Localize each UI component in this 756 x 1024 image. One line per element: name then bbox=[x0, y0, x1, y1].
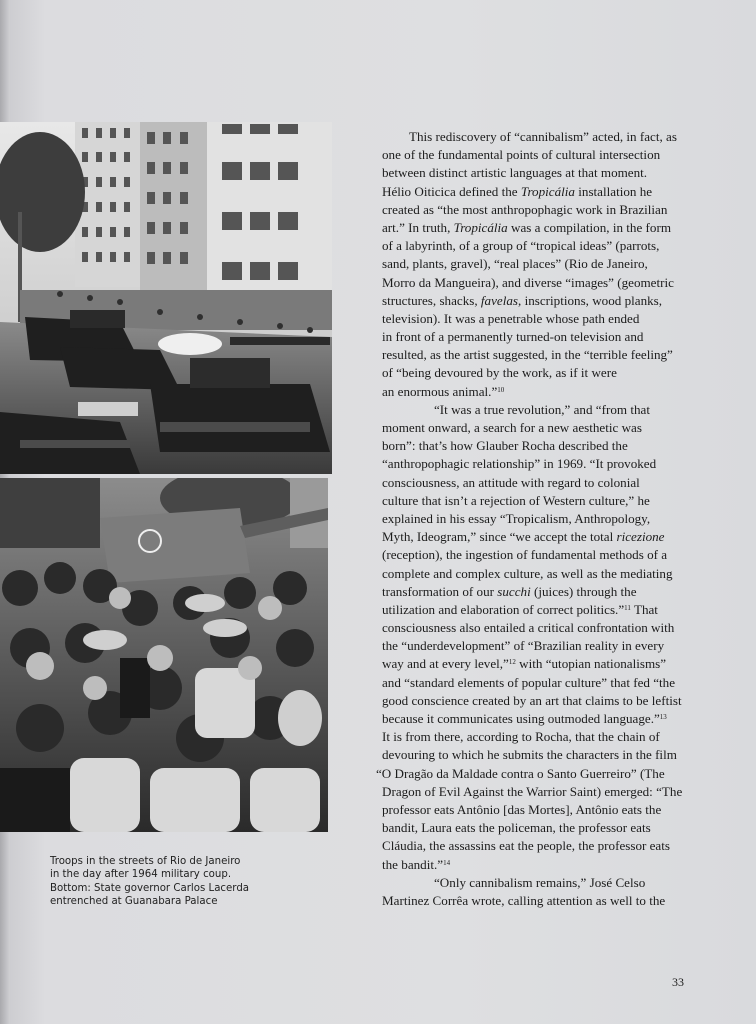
body-text-column bbox=[376, 128, 712, 910]
body-line: (reception), the ingestion of fundamental methods of a bbox=[382, 547, 668, 563]
body-line: resulted, as the artist suggested, in the “terrible feeling” bbox=[382, 347, 673, 363]
caption-line: entrenched at Guanabara Palace bbox=[50, 896, 218, 908]
body-line: in front of a permanently turned-on television and bbox=[382, 329, 644, 345]
body-line: It is from there, according to Rocha, that the chain of bbox=[382, 729, 660, 745]
body-line: Martinez Corrêa wrote, calling attention as well to the bbox=[382, 892, 666, 908]
caption-line: in the day after 1964 military coup. bbox=[50, 869, 232, 881]
body-line: of “being devoured by the work, as if it were bbox=[382, 365, 617, 381]
body-line: an enormous animal.”$^{10}$ bbox=[382, 383, 505, 399]
body-line: art.” In truth, Tropicália was a compilation, in the form bbox=[382, 219, 672, 235]
body-line: the bandit.”$^{14}$ bbox=[382, 856, 451, 872]
body-line: “O Dragão da Maldade contra o Santo Guerreiro” (The bbox=[376, 765, 665, 781]
body-line: bandit, Laura eats the policeman, the professor eats bbox=[382, 820, 651, 836]
photo-tanks-street-image bbox=[0, 122, 332, 474]
body-line: television). It was a penetrable whose path ended bbox=[382, 310, 640, 326]
photo-caption bbox=[50, 855, 250, 909]
body-line: sand, plants, gravel), “real places” (Rio de Janeiro, bbox=[382, 256, 648, 272]
body-line: “Only cannibalism remains,” José Celso bbox=[434, 874, 646, 890]
body-line: and “standard elements of popular culture” that fed “the bbox=[382, 674, 676, 690]
caption-line: Troops in the streets of Rio de Janeiro bbox=[50, 856, 241, 867]
body-line: “It was a true revolution,” and “from that bbox=[434, 401, 650, 417]
body-line: moment onward, a search for a new aesthetic was bbox=[382, 420, 642, 435]
body-line: because it communicates using outmoded language.”$^{13}$ bbox=[382, 711, 667, 726]
body-line: culture that isn’t a rejection of Western culture,” he bbox=[382, 492, 650, 508]
body-line: explained in his essay “Tropicalism, Anthropology, bbox=[382, 510, 651, 526]
body-line: the “underdevelopment” of “Brazilian reality in every bbox=[382, 638, 665, 654]
body-line: of a labyrinth, of a group of “tropical ideas” (parrots, bbox=[382, 238, 660, 254]
body-line: one of the fundamental points of cultural intersection bbox=[382, 147, 661, 163]
body-line: complete and complex culture, as well as the mediating bbox=[382, 565, 673, 581]
body-line: created as “the most anthropophagic work in Brazilian bbox=[382, 201, 668, 217]
body-line: consciousness, an attitude with regard to colonial bbox=[382, 474, 640, 490]
photo-tanks-street bbox=[0, 122, 332, 474]
body-line: Cláudia, the assassins eat the people, the professor eats bbox=[382, 838, 670, 854]
page-number: 33 bbox=[672, 975, 684, 989]
photo-guanabara-palace bbox=[0, 478, 328, 832]
body-line: utilization and elaboration of correct politics.”$^{11}$ That bbox=[382, 601, 658, 617]
caption-line: Bottom: State governor Carlos Lacerda bbox=[50, 882, 250, 894]
body-line: way and at every level,”$^{12}$ with “utopian nationalisms” bbox=[382, 656, 667, 672]
body-line: This rediscovery of “cannibalism” acted, in fact, as bbox=[409, 129, 677, 144]
body-line: between distinct artistic languages at that moment. bbox=[382, 165, 648, 181]
body-line: professor eats Antônio [das Mortes], Antônio eats the bbox=[382, 801, 662, 817]
body-line: born”: that’s how Glauber Rocha described the bbox=[382, 438, 628, 454]
photo-guanabara-palace-image bbox=[0, 478, 328, 832]
body-line: structures, shacks, favelas, inscriptions, wood planks, bbox=[382, 292, 663, 308]
body-line: good conscience created by an art that claims to be leftist bbox=[382, 692, 682, 708]
body-line: consciousness also entailed a critical confrontation with bbox=[382, 620, 675, 636]
body-line: Hélio Oiticica defined the Tropicália installation he bbox=[382, 183, 653, 199]
body-line: Dragon of Evil Against the Warrior Saint) emerged: “The bbox=[382, 783, 683, 799]
body-line: devouring to which he submits the characters in the film bbox=[382, 747, 677, 763]
body-line: “anthropophagic relationship” in 1969. “It provoked bbox=[382, 456, 657, 472]
body-line: Morro da Mangueira), and diverse “images” (geometric bbox=[382, 274, 674, 290]
body-line: transformation of our succhi (juices) through the bbox=[382, 583, 637, 599]
body-line: Myth, Ideogram,” since “we accept the total ricezione bbox=[382, 529, 665, 545]
